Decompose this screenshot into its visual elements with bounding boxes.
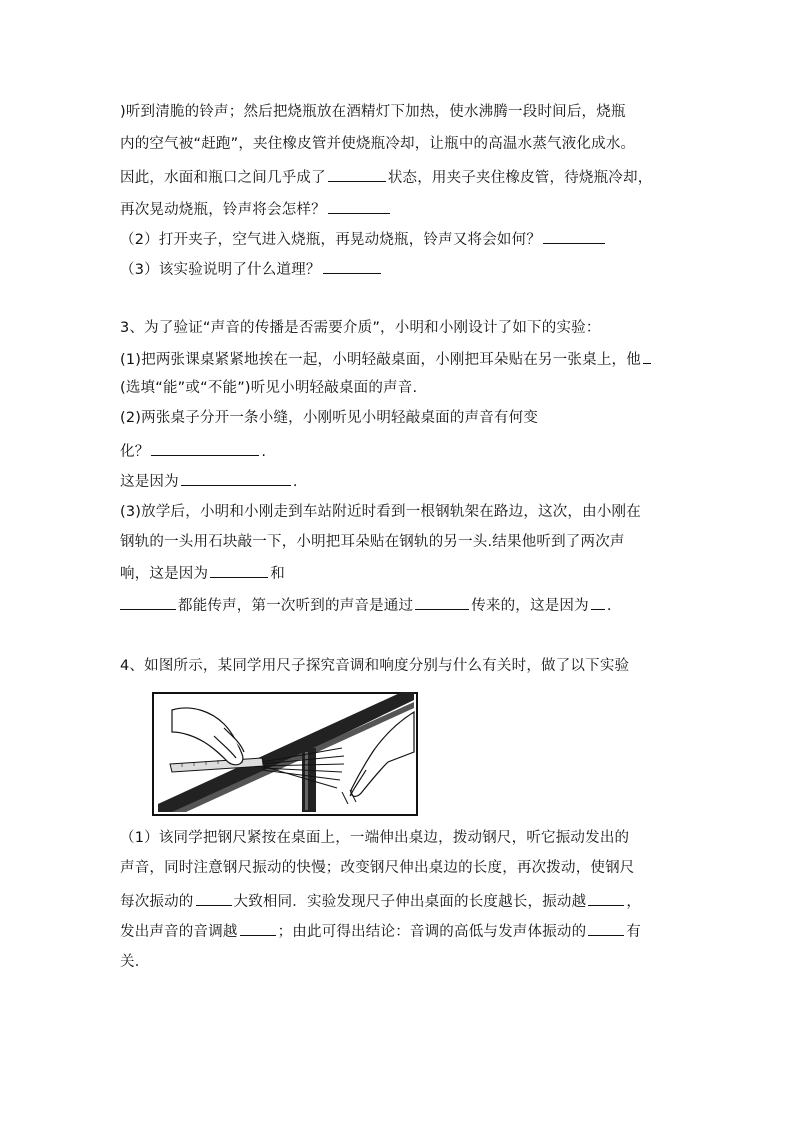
text: 钢轨的一头用石块敲一下，小明把耳朵贴在钢轨的另一头.结果他听到了两次声: [120, 534, 625, 550]
q4-para-4: [120, 920, 680, 942]
answer-blank[interactable]: [196, 890, 232, 906]
text: 每次振动的: [120, 894, 194, 910]
q4-heading: [120, 656, 680, 676]
text: 发出声音的音调越: [120, 924, 238, 940]
text: 3、为了验证“声音的传播是否需要介质”，小明和小刚设计了如下的实验：: [120, 320, 601, 336]
ruler-experiment-figure: [152, 692, 418, 816]
text: 关．: [120, 954, 150, 970]
text: （1）该同学把钢尺紧按在桌面上，一端伸出桌边，拨动钢尺，听它振动发出的: [120, 830, 630, 846]
text: .: [292, 474, 298, 490]
answer-blank[interactable]: [210, 562, 268, 578]
answer-blank[interactable]: [588, 920, 624, 936]
q2-line-4: [120, 198, 680, 220]
answer-blank[interactable]: [591, 594, 605, 610]
text: (选填“能”或“不能”)听见小明轻敲桌面的声音.: [120, 380, 418, 396]
answer-blank[interactable]: [588, 890, 624, 906]
q2-line-1: [120, 102, 680, 122]
answer-blank[interactable]: [240, 920, 276, 936]
q3-line-8: [120, 532, 680, 552]
table-leg-highlight: [305, 752, 308, 810]
q2-line-2: [120, 134, 680, 154]
answer-blank[interactable]: [120, 594, 176, 610]
text: (1)把两张课桌紧紧地挨在一起，小明轻敲桌面，小刚把耳朵贴在另一张桌上，他: [120, 352, 641, 368]
text: ；由此可得出结论：音调的高低与发声体振动的: [277, 924, 587, 940]
text: .: [606, 598, 612, 614]
answer-blank[interactable]: [181, 470, 291, 486]
q3-line-3: [120, 378, 680, 398]
q2-part-3: [120, 258, 680, 280]
text: 声音，同时注意钢尺振动的快慢；改变钢尺伸出桌边的长度，再次拨动，使钢尺: [120, 860, 635, 876]
text: 这是因为: [120, 474, 179, 490]
text: (3)放学后，小明和小刚走到车站附近时看到一根钢轨架在路边，这次，由小刚在: [120, 504, 641, 520]
text: （2）打开夹子，空气进入烧瓶，再晃动烧瓶，铃声又将会如何？: [120, 232, 542, 248]
text: 状态，用夹子夹住橡皮管，待烧瓶冷却，: [387, 170, 653, 186]
answer-blank[interactable]: [328, 198, 390, 214]
q4-para-2: [120, 858, 680, 878]
text: （3）该实验说明了什么道理？: [120, 262, 321, 278]
text: 传来的，这是因为: [471, 598, 589, 614]
text: 4、如图所示，某同学用尺子探究音调和响度分别与什么有关时，做了以下实验: [120, 658, 630, 674]
answer-blank[interactable]: [643, 348, 651, 364]
answer-blank[interactable]: [415, 594, 469, 610]
text: ，: [626, 894, 642, 910]
text: 再次晃动烧瓶，铃声将会怎样？: [120, 202, 326, 218]
q3-line-4: [120, 408, 680, 428]
text: )听到清脆的铃声；然后把烧瓶放在酒精灯下加热，使水沸腾一段时间后，烧瓶: [120, 104, 626, 120]
text: 都能传声，第一次听到的声音是通过: [178, 598, 414, 614]
q3-line-9: [120, 562, 680, 584]
q3-line-6: [120, 470, 680, 492]
text: 内的空气被“赶跑”，夹住橡皮管并使烧瓶冷却，让瓶中的高温水蒸气液化成水。: [120, 136, 636, 152]
text: (2)两张桌子分开一条小缝，小刚听见小明轻敲桌面的声音有何变: [120, 410, 539, 426]
answer-blank[interactable]: [323, 258, 381, 274]
q3-line-7: [120, 502, 680, 522]
text: 大致相同．实验发现尺子伸出桌面的长度越长，振动越: [233, 894, 587, 910]
q4-para-1: [120, 828, 680, 848]
q3-line-5: [120, 440, 680, 462]
answer-blank[interactable]: [328, 166, 386, 182]
answer-blank[interactable]: [151, 440, 259, 456]
text: 有: [626, 924, 642, 940]
text: 化？: [120, 444, 150, 460]
text: 响，这是因为: [120, 566, 209, 582]
text: .: [261, 444, 267, 460]
q3-heading: [120, 318, 680, 338]
text: 和: [270, 566, 285, 582]
text: 因此，水面和瓶口之间几乎成了: [120, 170, 326, 186]
answer-blank[interactable]: [543, 228, 605, 244]
q3-line-10: [120, 594, 680, 616]
q3-line-2: [120, 348, 680, 370]
q2-line-3: [120, 166, 680, 188]
q4-para-3: [120, 890, 680, 912]
q4-para-5: [120, 952, 680, 972]
q2-part-2: [120, 228, 680, 250]
